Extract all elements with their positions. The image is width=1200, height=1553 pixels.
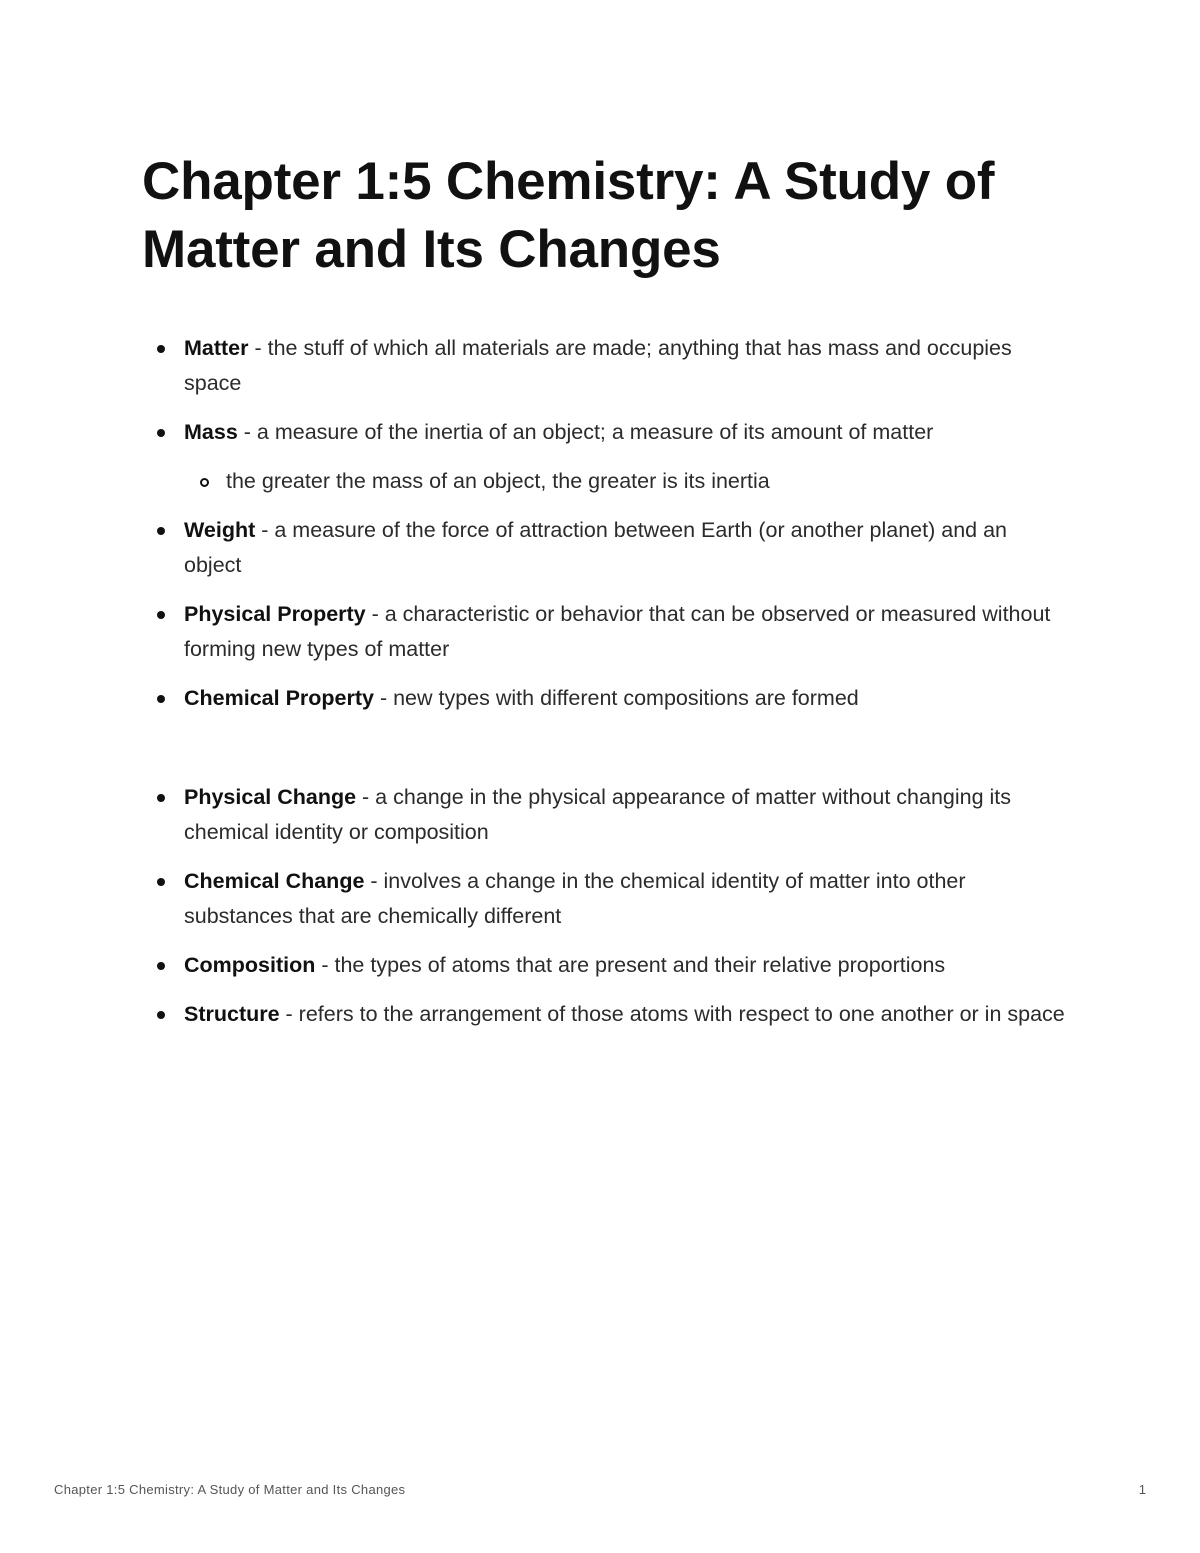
- term-definition: - a measure of the inertia of an object; a measure of its amount of matter: [237, 420, 934, 444]
- term-definition: - a change in the physical appearance of matter without changing its chemical identity or composition: [184, 785, 1012, 844]
- list-spacer: [184, 730, 1069, 780]
- term-label: Structure: [184, 1002, 280, 1026]
- list-item-chemical-change: [184, 864, 1069, 934]
- term-label: Chemical Property: [184, 686, 374, 710]
- list-item-composition: [184, 948, 1069, 983]
- term-label: Physical Change: [184, 785, 357, 809]
- list-item-matter: [184, 331, 1069, 401]
- term-definition: - the stuff of which all materials are made; anything that has mass and occupies space: [184, 336, 1012, 395]
- term-list: [184, 331, 1069, 1046]
- bullet-icon: [157, 794, 165, 802]
- term-label: Matter: [184, 336, 249, 360]
- term-label: Weight: [184, 518, 256, 542]
- bullet-icon: [157, 429, 165, 437]
- bullet-icon: [157, 527, 165, 535]
- term-label: Physical Property: [184, 602, 366, 626]
- list-item-chemical-property: [184, 681, 1069, 716]
- term-label: Composition: [184, 953, 316, 977]
- term-definition: - involves a change in the chemical identity of matter into other substances that are chemically different: [184, 869, 966, 928]
- sub-item-text: the greater the mass of an object, the greater is its inertia: [226, 469, 770, 493]
- page-title: Chapter 1:5 Chemistry: A Study of Matter and Its Changes: [142, 152, 995, 279]
- list-item-mass: [184, 415, 1069, 499]
- term-label: Chemical Change: [184, 869, 365, 893]
- bullet-icon: [157, 962, 165, 970]
- page-number: 1: [1138, 1482, 1146, 1497]
- bullet-icon: [157, 1011, 165, 1019]
- hollow-bullet-icon: [200, 478, 209, 487]
- list-item-physical-change: [184, 780, 1069, 850]
- term-definition: - the types of atoms that are present and their relative proportions: [315, 953, 946, 977]
- footer-title: Chapter 1:5 Chemistry: A Study of Matter and Its Changes: [54, 1482, 406, 1497]
- term-definition: - a characteristic or behavior that can be observed or measured without forming new types of matter: [184, 602, 1051, 661]
- list-item-structure: [184, 997, 1069, 1032]
- term-definition: - a measure of the force of attraction between Earth (or another planet) and an object: [184, 518, 1008, 577]
- list-item-weight: [184, 513, 1069, 583]
- list-item-physical-property: [184, 597, 1069, 667]
- bullet-icon: [157, 695, 165, 703]
- bullet-icon: [157, 878, 165, 886]
- bullet-icon: [157, 611, 165, 619]
- term-label: Mass: [184, 420, 238, 444]
- sub-list-item: [226, 464, 1069, 499]
- term-definition: - refers to the arrangement of those atoms with respect to one another or in space: [279, 1002, 1065, 1026]
- sub-list: [184, 464, 1069, 499]
- term-definition: - new types with different compositions are formed: [373, 686, 859, 710]
- bullet-icon: [157, 345, 165, 353]
